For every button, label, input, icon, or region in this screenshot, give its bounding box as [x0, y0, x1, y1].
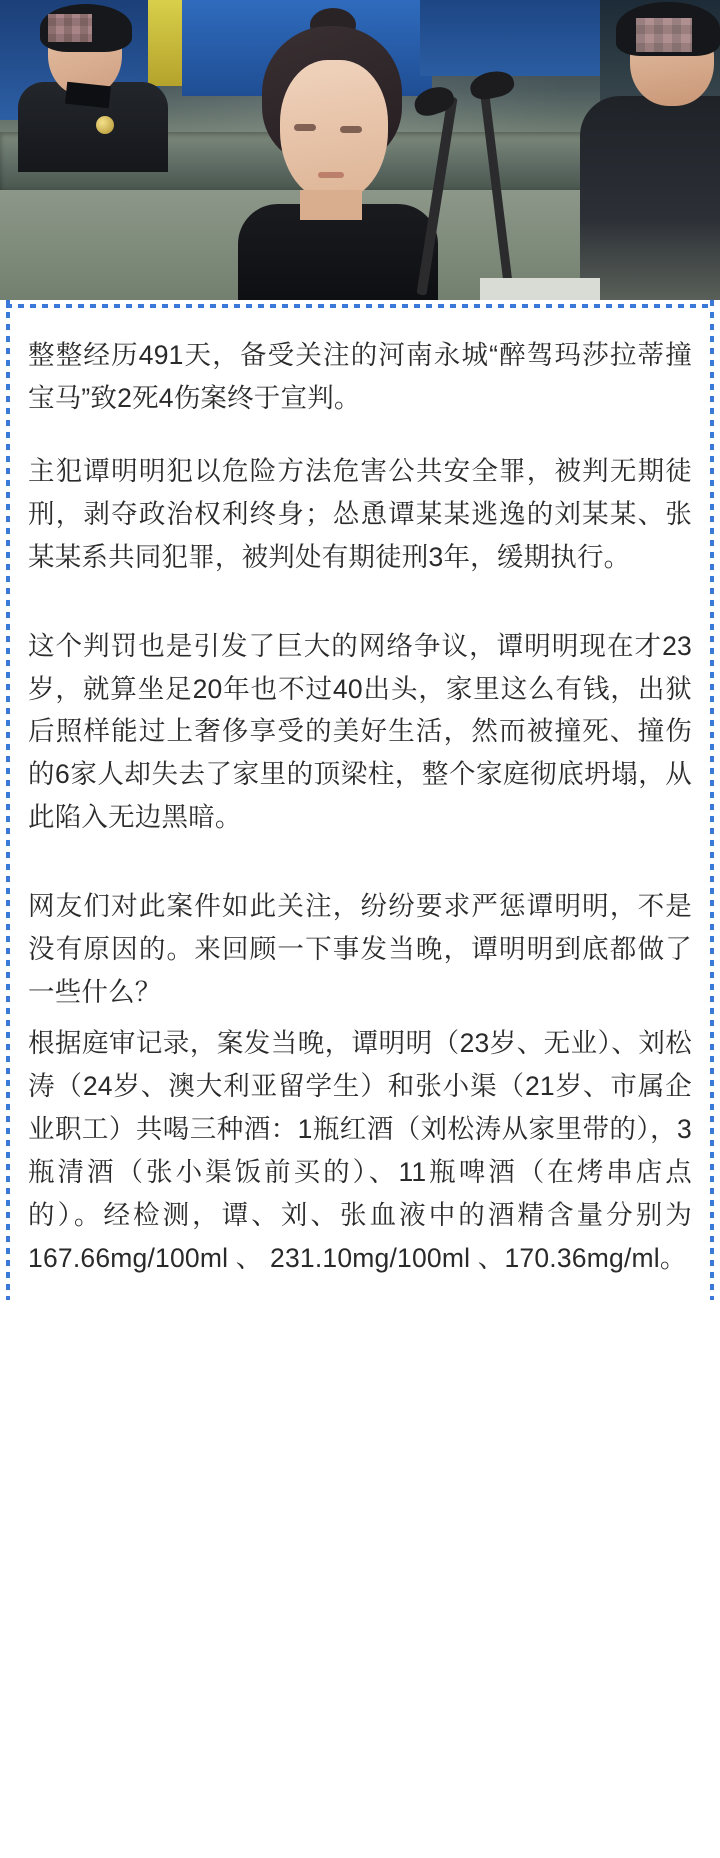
person-right-clothing [580, 96, 720, 300]
defendant-eye-left [294, 124, 316, 131]
officer-badge-icon [96, 116, 114, 134]
article-paragraph: 整整经历491天，备受关注的河南永城“醉驾玛莎拉蒂撞宝马”致2死4伤案终于宣判。 [28, 340, 692, 413]
article-body [0, 300, 720, 1300]
defendant-face [280, 60, 388, 202]
dotted-border-top [6, 304, 714, 308]
dotted-border-right [710, 300, 714, 1300]
mosaic-blur-right [636, 18, 692, 52]
article-paragraph: 这个判罚也是引发了巨大的网络争议，谭明明现在才23岁，就算坐足20年也不过40出头，家里这么有钱，出狱后照样能过上奢侈享受的美好生活，然而被撞死、撞伤的6家人却失去了家里的顶梁柱，整个家庭彻底坍塌，从此陷入无边黑暗。 [28, 630, 692, 833]
mosaic-blur-left [48, 14, 92, 42]
defendant-neck [300, 190, 362, 220]
desk-edge [480, 278, 600, 300]
defendant-mouth [318, 172, 344, 178]
article-paragraph: 根据庭审记录，案发当晚，谭明明（23岁、无业）、刘松涛（24岁、澳大利亚留学生）和张小渠（21岁、市属企业职工）共喝三种酒：1瓶红酒（刘松涛从家里带的），3瓶清酒（张小渠饭前买的）、11瓶啤酒（在烤串店点的）。经检测，谭、刘、张血液中的酒精含量分别为167.66mg/100ml 、 231.10mg/100ml 、170.36mg/ml。 [28, 1027, 692, 1273]
court-hearing-photo [0, 0, 720, 300]
officer-collar [65, 82, 111, 108]
defendant-center [232, 8, 442, 300]
defendant-eye-right [340, 126, 362, 133]
article-paragraph: 主犯谭明明犯以危险方法危害公共安全罪，被判无期徒刑，剥夺政治权利终身；怂恿谭某某逃逸的刘某某、张某某系共同犯罪，被判处有期徒刑3年，缓期执行。 [28, 455, 692, 572]
article-paragraph: 网友们对此案件如此关注，纷纷要求严惩谭明明，不是没有原因的。来回顾一下事发当晚，谭明明到底都做了一些什么？ [28, 891, 692, 1008]
police-officer-left [18, 4, 168, 164]
dotted-border-left [6, 300, 10, 1300]
